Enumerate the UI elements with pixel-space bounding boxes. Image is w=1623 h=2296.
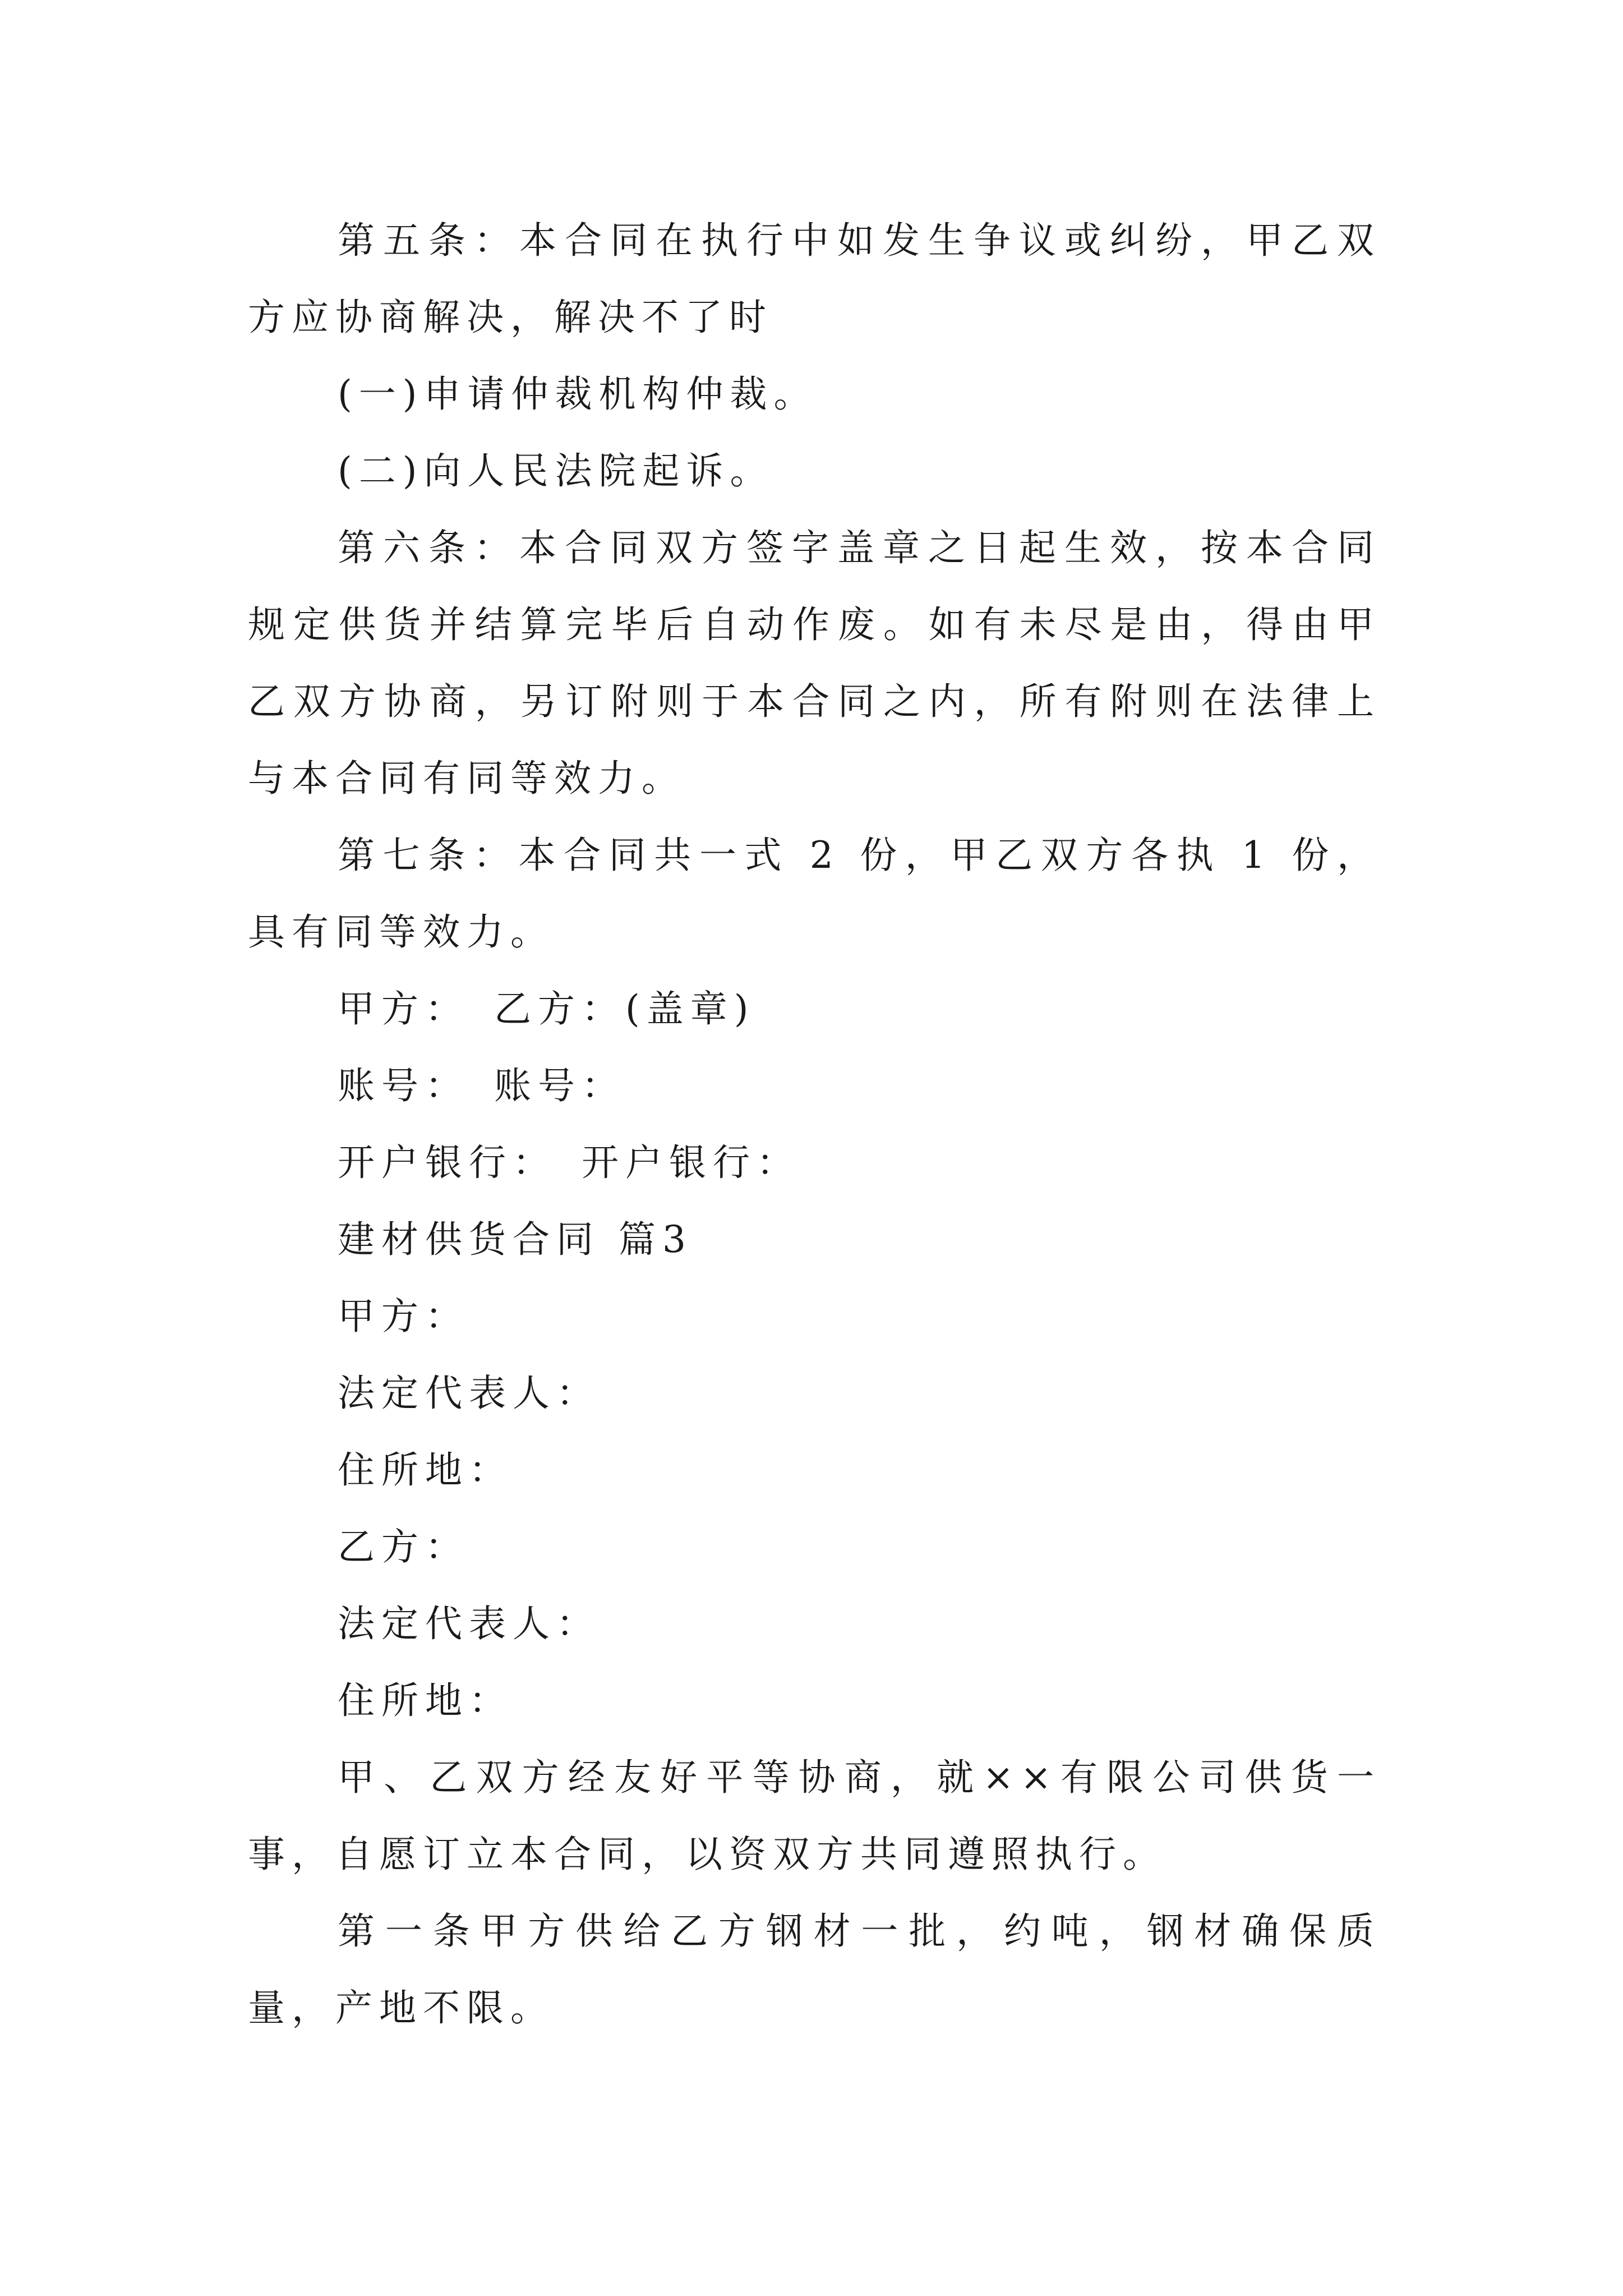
option-1-paragraph: (一)申请仲裁机构仲裁。	[338, 372, 818, 416]
bank-line: 开户银行： 开户银行：	[338, 1141, 800, 1184]
preamble-paragraph: 甲、乙双方经友好平等协商，就××有限公司供货一事，自愿订立本合同，以资双方共同遵照执行。	[248, 1756, 1381, 1876]
section-title: 建材供货合同 篇3	[338, 1218, 693, 1261]
article-5-paragraph: 第五条：本合同在执行中如发生争议或纠纷，甲乙双方应协商解决，解决不了时	[248, 219, 1381, 339]
article-7-paragraph: 第七条：本合同共一式 2 份，甲乙双方各执 1 份，具有同等效力。	[248, 834, 1381, 954]
option-2-paragraph: (二)向人民法院起诉。	[338, 449, 774, 493]
party-signature-line: 甲方： 乙方：(盖章)	[338, 987, 755, 1030]
article-6-paragraph: 第六条：本合同双方签字盖章之日起生效，按本合同规定供货并结算完毕后自动作废。如有未尽是由，得由甲乙双方协商，另订附则于本合同之内，所有附则在法律上与本合同有同等效力。	[248, 526, 1381, 800]
document-body	[248, 202, 1381, 2046]
party-b-address-line: 住所地：	[338, 1679, 513, 1722]
party-a-line: 甲方：	[338, 1295, 469, 1338]
article-1-paragraph: 第一条甲方供给乙方钢材一批，约吨，钢材确保质量，产地不限。	[248, 1910, 1381, 2030]
party-a-address-line: 住所地：	[338, 1448, 513, 1492]
party-b-line: 乙方：	[338, 1525, 469, 1568]
party-a-representative-line: 法定代表人：	[338, 1372, 600, 1415]
account-line: 账号： 账号：	[338, 1064, 625, 1107]
party-b-representative-line: 法定代表人：	[338, 1602, 600, 1645]
